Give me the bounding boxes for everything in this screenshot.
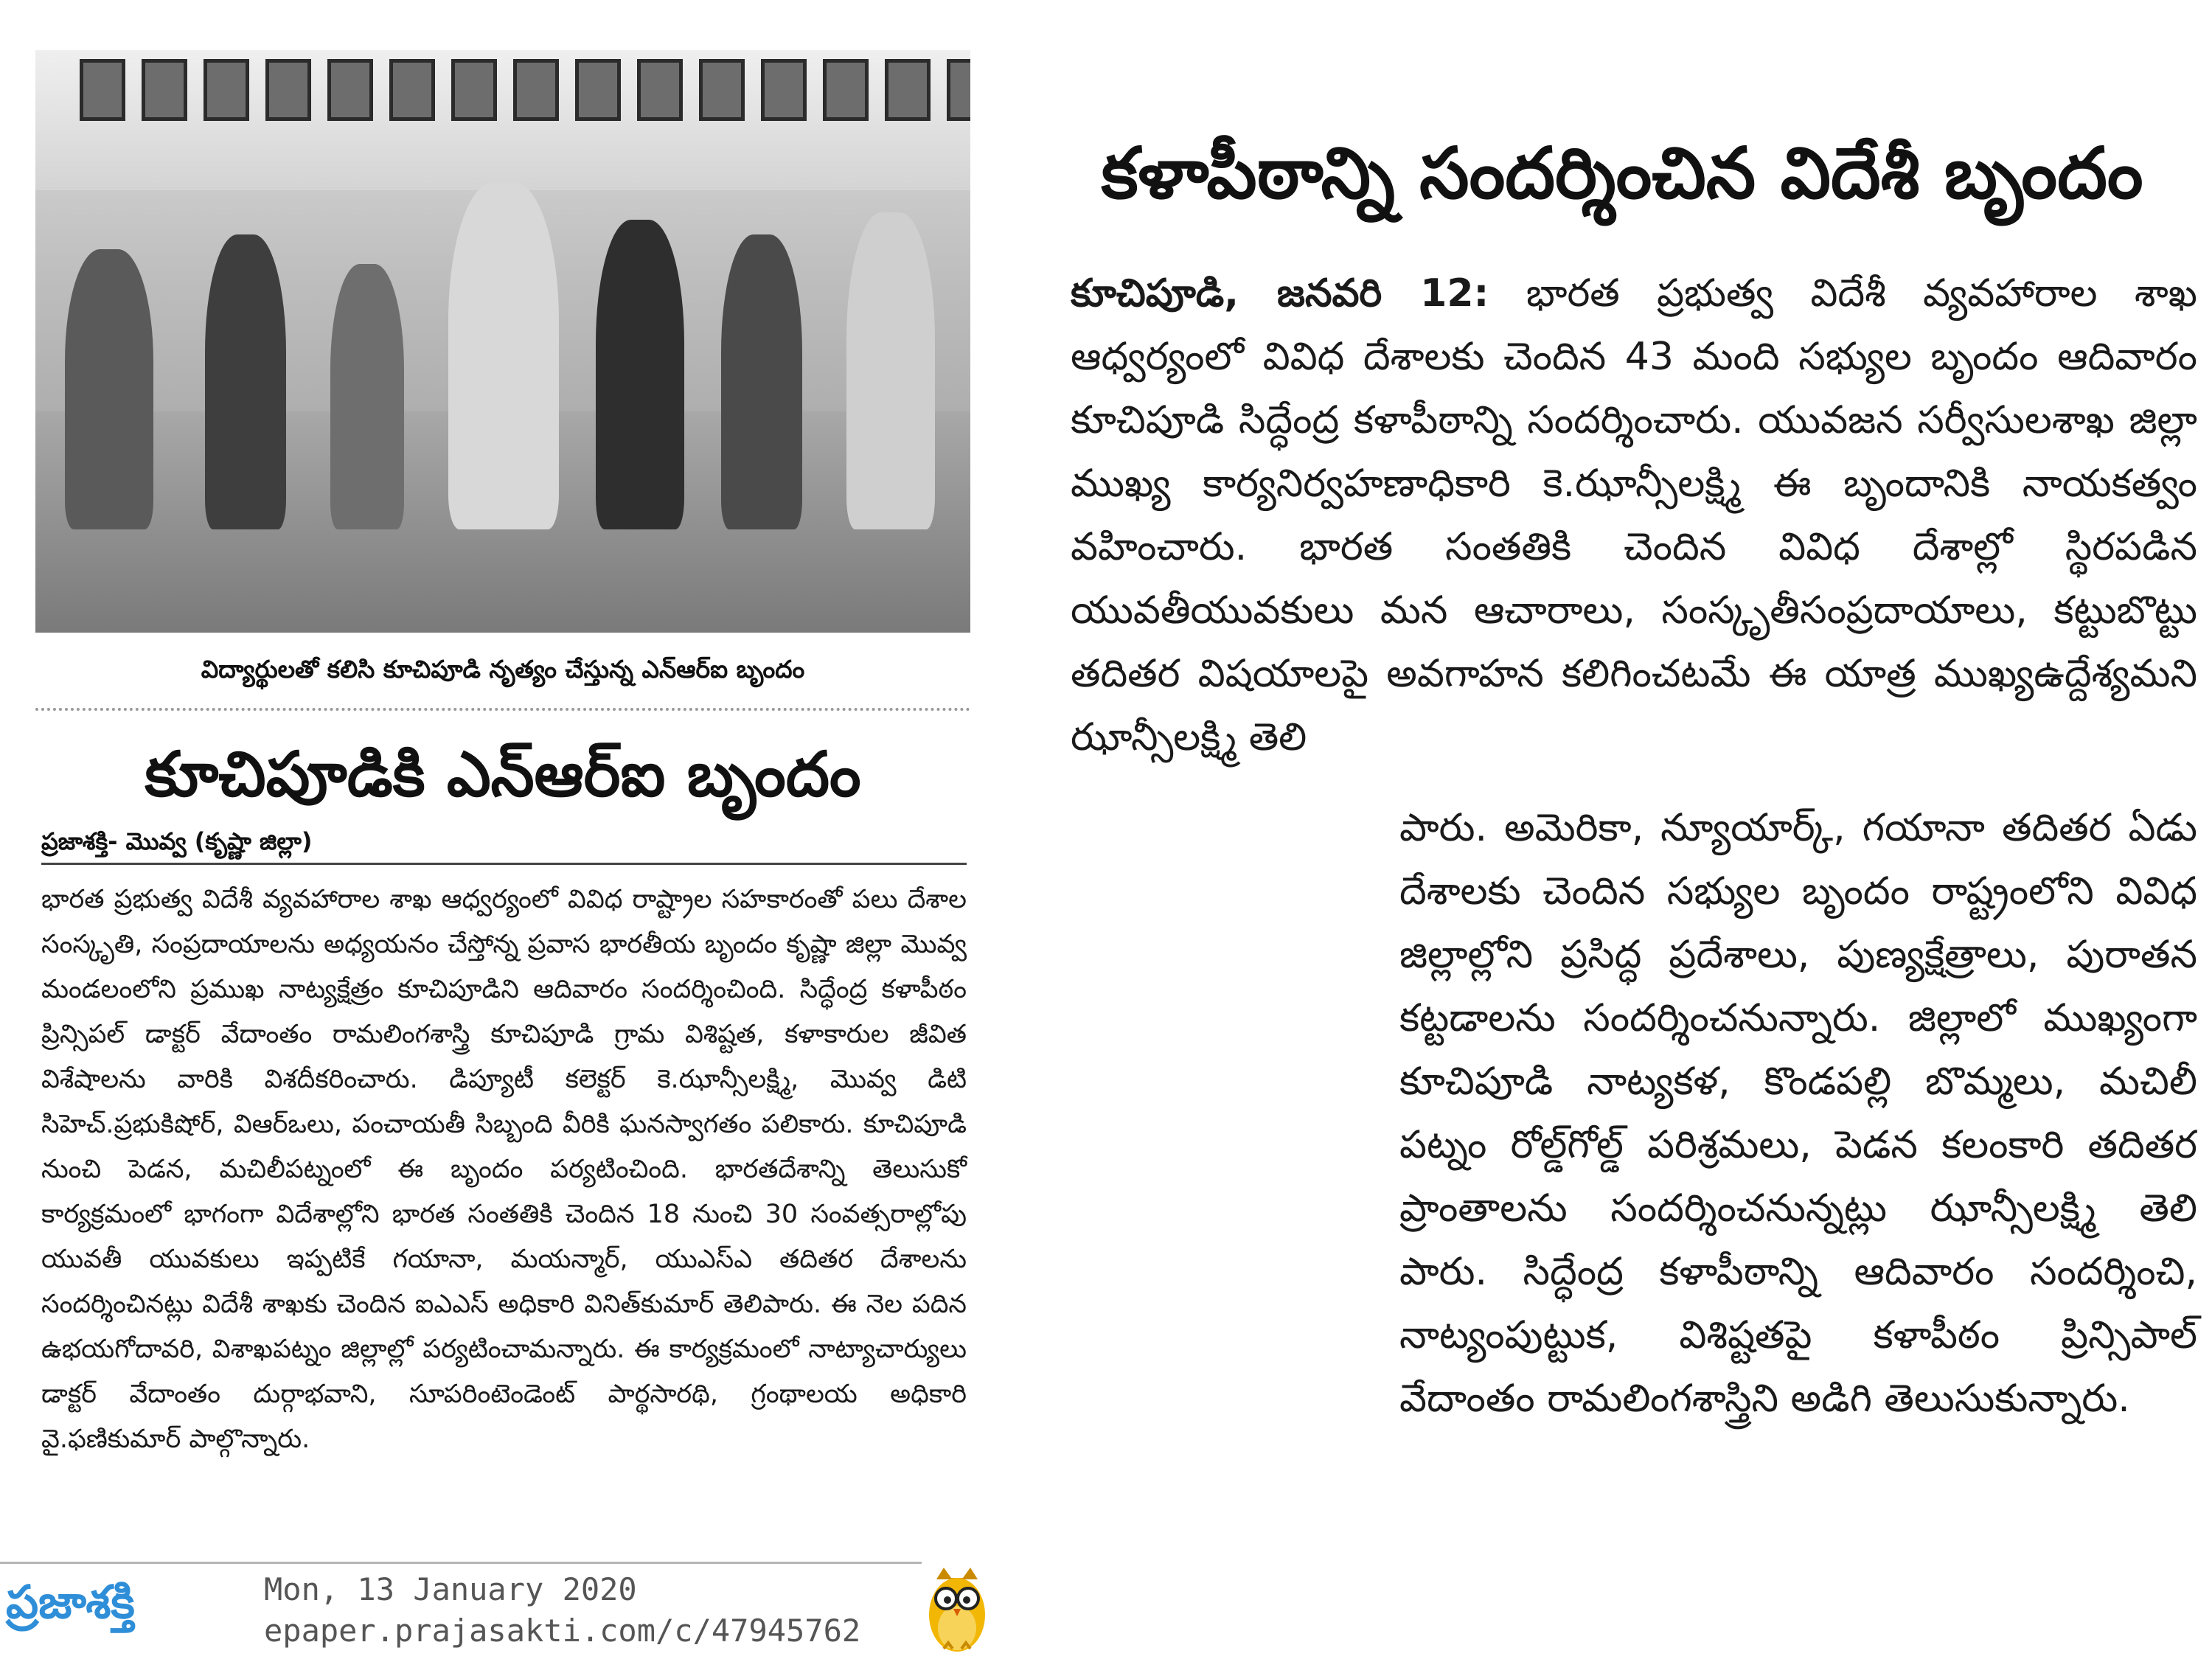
owl-mascot-icon xyxy=(926,1566,988,1653)
dateline-rule xyxy=(41,863,967,865)
footer-rule xyxy=(0,1562,922,1564)
right-article-lead: కూచిపూడి, జనవరి 12: xyxy=(1071,271,1489,316)
photo-dancer xyxy=(448,183,559,529)
news-photo xyxy=(35,50,970,633)
photo-wall-frames xyxy=(80,59,970,121)
right-headline: కళాపీఠాన్ని సందర్శించిన విదేశీ బృందం xyxy=(1101,132,2143,215)
left-dateline: ప్రజాశక్తి- మొవ్వ (కృష్ణా జిల్లా) xyxy=(41,827,313,855)
photo-dancer xyxy=(846,212,935,529)
logo-text: ప్రజాశక్తి xyxy=(6,1575,135,1629)
photo-caption: విద్యార్థులతో కలిసి కూచిపూడి నృత్యం చేస్తున్న ఎన్‌ఆర్‌ఐ బృందం xyxy=(201,655,805,684)
photo-dancer xyxy=(330,264,404,529)
photo-dancer xyxy=(205,234,286,529)
right-article-body-top xyxy=(1071,262,2197,771)
left-headline: కూచిపూడికి ఎన్‌ఆర్‌ఐ బృందం xyxy=(145,738,861,810)
right-article-body-bottom: పారు. అమెరికా, న్యూయార్క్, గయానా తదితర ఏడు దేశాలకు చెందిన సభ్యుల బృందం రాష్ట్రంలోని వివిధ జిల్లాల్లోని ప్రసిద్ధ ప్రదేశాలు, పుణ్యక్షేత్రాలు, పురాతన కట్టడాలను సందర్శించనున్నారు. జిల్లాలో ముఖ్యంగా కూచిపూడి నాట్యకళ, కొండపల్లి బొమ్మలు, మచిలీ పట్నం రోల్డ్‌గోల్డ్ పరిశ్రమలు, పెడన కలంకారి తదితర ప్రాంతాలను సందర్శించనున్నట్లు ఝాన్సీలక్ష్మి తెలి పారు. సిద్ధేంద్ర కళాపీఠాన్ని ఆదివారం సందర్శించి, నాట్యంపుట్టుక, విశిష్టతపై కళాపీఠం ప్రిన్సిపాల్ వేదాంతం రామలింగశాస్త్రిని అడిగి తెలుసుకున్నారు. xyxy=(1399,806,2197,1421)
left-article-body: భారత ప్రభుత్వ విదేశీ వ్యవహారాల శాఖ ఆధ్వర్యంలో వివిధ రాష్ట్రాల సహకారంతో పలు దేశాల సంస్కృతి, సంప్రదాయాలను అధ్యయనం చేస్తోన్న ప్రవాస భారతీయ బృందం కృష్ణా జిల్లా మొవ్వ మండలంలోని ప్రముఖ నాట్యక్షేత్రం కూచిపూడిని ఆదివారం సందర్శించింది. సిద్ధేంద్ర కళాపీఠం ప్రిన్సిపల్ డాక్టర్ వేదాంతం రామలింగశాస్త్రి కూచిపూడి గ్రామ విశిష్టత, కళాకారుల జీవిత విశేషాలను వారికి విశదీకరించారు. డిప్యూటీ కలెక్టర్ కె.ఝాన్సీలక్ష్మి, మొవ్వ డిటి సిహెచ్.ప్రభుకిషోర్, విఆర్‌ఒలు, పంచాయతీ సిబ్బంది వీరికి ఘనస్వాగతం పలికారు. కూచిపూడి నుంచి పెడన, మచిలీపట్నంలో ఈ బృందం పర్యటించింది. భారతదేశాన్ని తెలుసుకో కార్యక్రమంలో భాగంగా విదేశాల్లోని భారత సంతతికి చెందిన 18 నుంచి 30 సంవత్సరాల్లోపు యువతీ యువకులు ఇప్పటికే గయానా, మయన్మార్, యుఎస్‌ఎ తదితర దేశాలను సందర్శించినట్లు విదేశీ శాఖకు చెందిన ఐఎఎస్ అధికారి వినిత్‌కుమార్ తెలిపారు. ఈ నెల పదిన ఉభయగోదావరి, విశాఖపట్నం జిల్లాల్లో పర్యటించామన్నారు. ఈ కార్యక్రమంలో నాట్యాచార్యులు డాక్టర్ వేదాంతం దుర్గాభవాని, సూపరింటెండెంట్ పార్థసారథి, గ్రంథాలయ అధికారి వై.ఫణికుమార్ పాల్గొన్నారు. xyxy=(41,885,967,1454)
photo-dancer xyxy=(596,220,684,529)
prajasakti-logo xyxy=(6,1569,257,1655)
photo-dancer xyxy=(721,234,802,529)
caption-divider xyxy=(35,708,970,711)
photo-dancer xyxy=(65,249,153,529)
right-article-text-top: భారత ప్రభుత్వ విదేశీ వ్యవహారాల శాఖ ఆధ్వర్యంలో వివిధ దేశాలకు చెందిన 43 మంది సభ్యుల బృందం ఆదివారం కూచిపూడి సిద్ధేంద్ర కళాపీఠాన్ని సందర్శించారు. యువజన సర్వీసులశాఖ జిల్లా ముఖ్య కార్యనిర్వహణాధికారి కె.ఝాన్సీలక్ష్మి ఈ బృందానికి నాయకత్వం వహించారు. భారత సంతతికి చెందిన వివిధ దేశాల్లో స్థిరపడిన యువతీయువకులు మన ఆచారాలు, సంస్కృతీసంప్రదాయాలు, కట్టుబొట్టు తదితర విషయాలపై అవగాహన కలిగించటమే ఈ యాత్ర ముఖ్యఉద్దేశ్యమని ఝాన్సీలక్ష్మి తెలి xyxy=(1071,271,2197,759)
epaper-url[interactable]: epaper.prajasakti.com/c/47945762 xyxy=(264,1613,861,1649)
edition-date: Mon, 13 January 2020 xyxy=(264,1571,637,1607)
